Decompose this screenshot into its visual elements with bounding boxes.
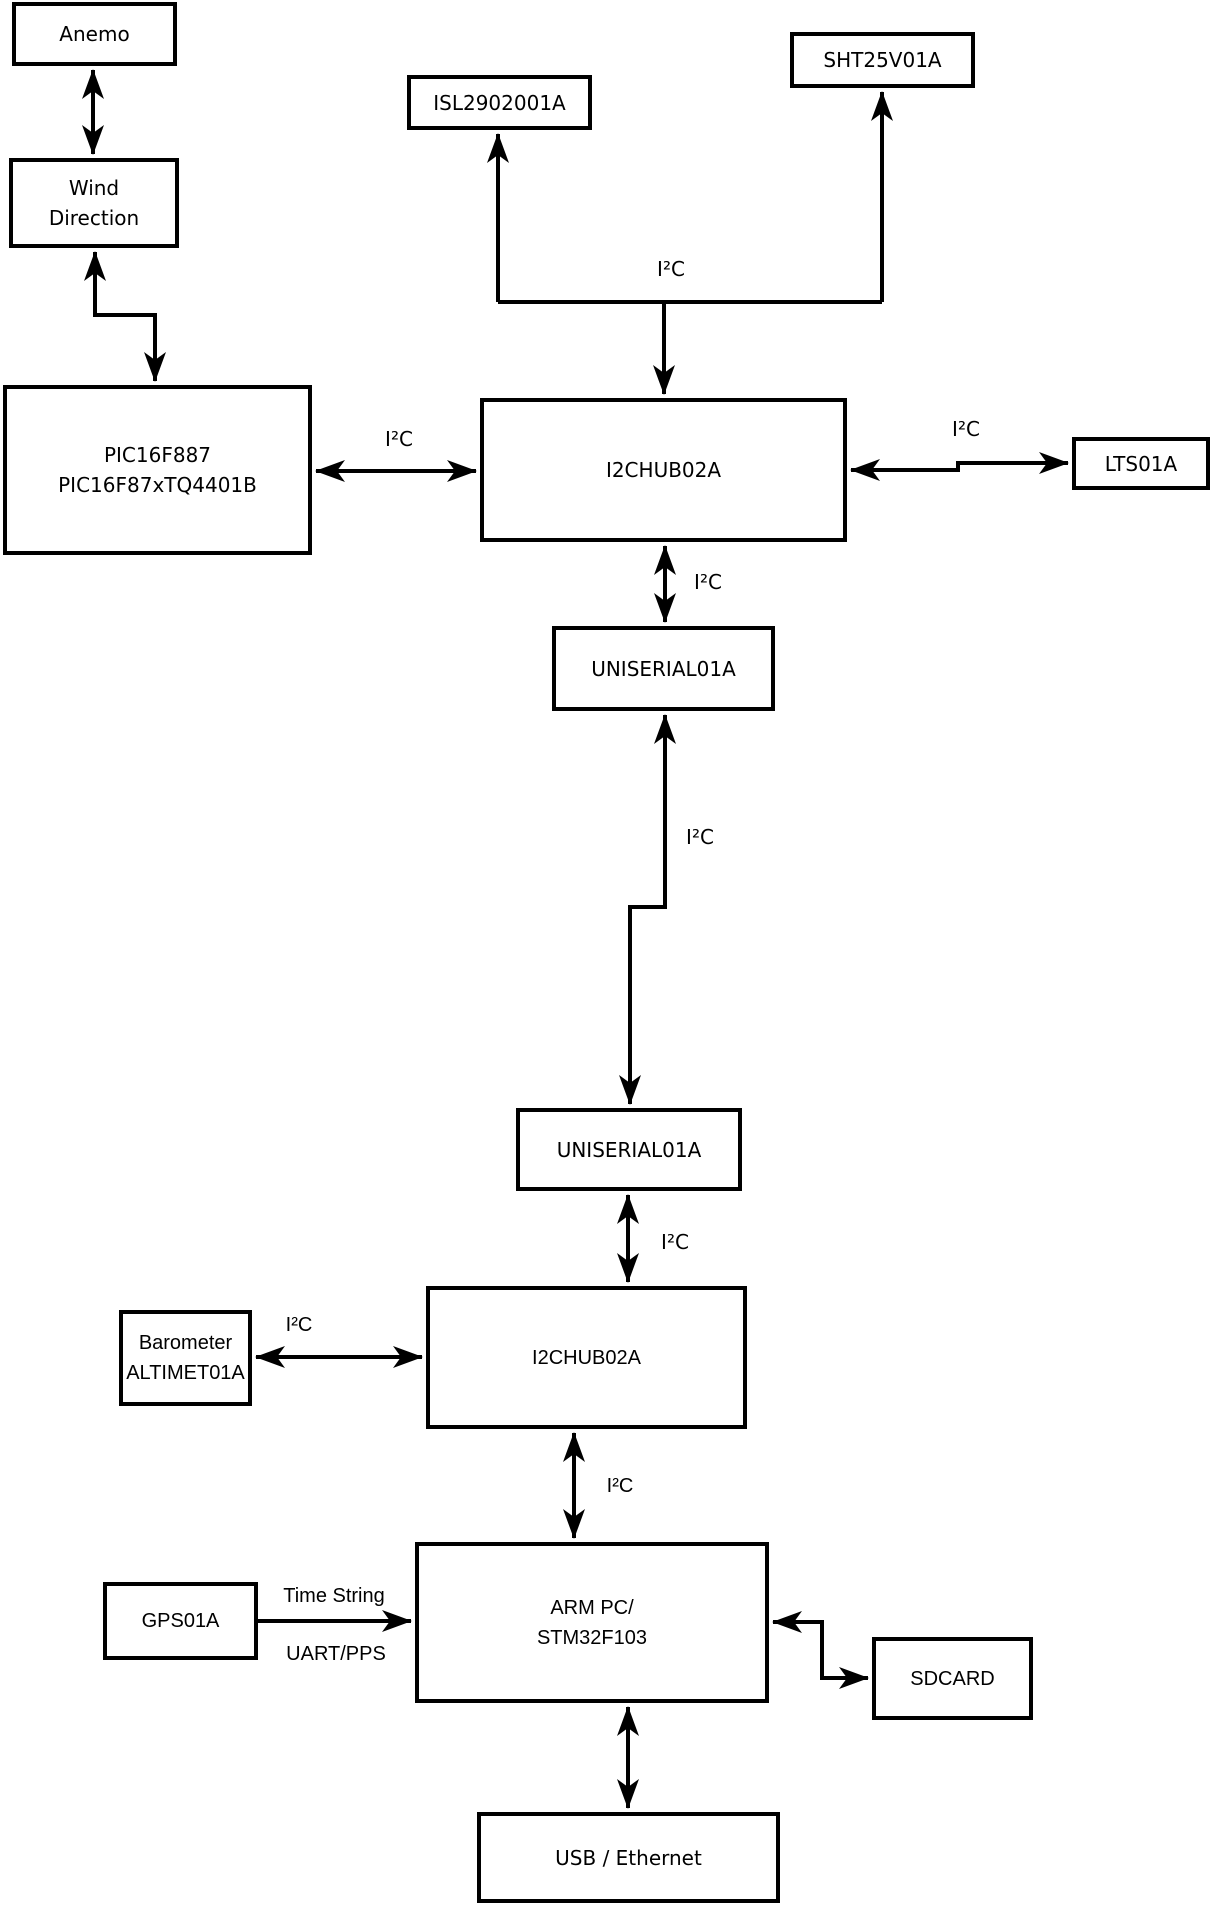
edge-label-i2c-pic-hub: I²C [385, 427, 413, 451]
edge-arm-sdcard [773, 1622, 868, 1678]
node-label: ALTIMET01A [126, 1362, 245, 1384]
node-arm-pc-stm32f103 [415, 1542, 769, 1703]
node-sht25v01a [790, 32, 975, 88]
edge-label-i2c-hub-uniserial: I²C [694, 570, 722, 594]
node-uniserial01a-top [552, 626, 775, 711]
edge-label-time-string: Time String [283, 1585, 385, 1607]
edge-label-i2c-hub2-arm: I²C [606, 1475, 634, 1497]
edge-label-i2c-sensors-bus: I²C [657, 257, 685, 281]
node-lts01a [1072, 437, 1210, 490]
node-gps01a [103, 1582, 258, 1660]
node-anemo [12, 2, 177, 66]
node-label: Barometer [138, 1332, 233, 1354]
node-label: PIC16F87xTQ4401B [58, 473, 257, 497]
node-barometer-altimet01a [119, 1310, 252, 1406]
node-usb-ethernet [477, 1812, 780, 1903]
edge-label-i2c-uniserial-hub2: I²C [661, 1230, 689, 1254]
node-label: UNISERIAL01A [591, 656, 736, 681]
node-label: I2CHUB02A [605, 458, 722, 482]
node-sdcard [872, 1637, 1033, 1720]
node-pic16f887 [3, 385, 312, 555]
node-isl2902001a [407, 75, 592, 130]
edge-label-i2c-barometer-hub2: I²C [285, 1314, 313, 1336]
node-label: Anemo [59, 22, 130, 46]
node-wind-direction [9, 158, 179, 248]
node-label: GPS01A [141, 1610, 220, 1632]
node-label: SHT25V01A [823, 48, 942, 72]
node-i2chub02a-bottom [426, 1286, 747, 1429]
node-label: USB / Ethernet [555, 1845, 702, 1870]
node-label: SDCARD [910, 1667, 995, 1690]
node-label: PIC16F887 [103, 443, 212, 467]
node-uniserial01a-bottom [516, 1108, 742, 1191]
edge-uniserial1-uniserial2 [630, 715, 665, 1104]
node-label: Direction [48, 206, 140, 230]
edge-hub1-lts [851, 463, 1068, 470]
edge-wind-pic [95, 252, 155, 381]
node-label: ISL2902001A [433, 90, 566, 115]
edge-label-i2c-hub-lts: I²C [952, 417, 980, 441]
node-i2chub02a-top [480, 398, 847, 542]
edge-label-i2c-uniserial-link: I²C [686, 825, 714, 849]
node-label: Wind [68, 176, 120, 200]
node-label: LTS01A [1104, 451, 1178, 476]
node-label: STM32F103 [536, 1626, 648, 1649]
edge-label-uart-pps: UART/PPS [286, 1643, 386, 1665]
node-label: UNISERIAL01A [556, 1137, 702, 1162]
node-label: ARM PC/ [550, 1596, 634, 1619]
node-label: I2CHUB02A [532, 1346, 641, 1369]
